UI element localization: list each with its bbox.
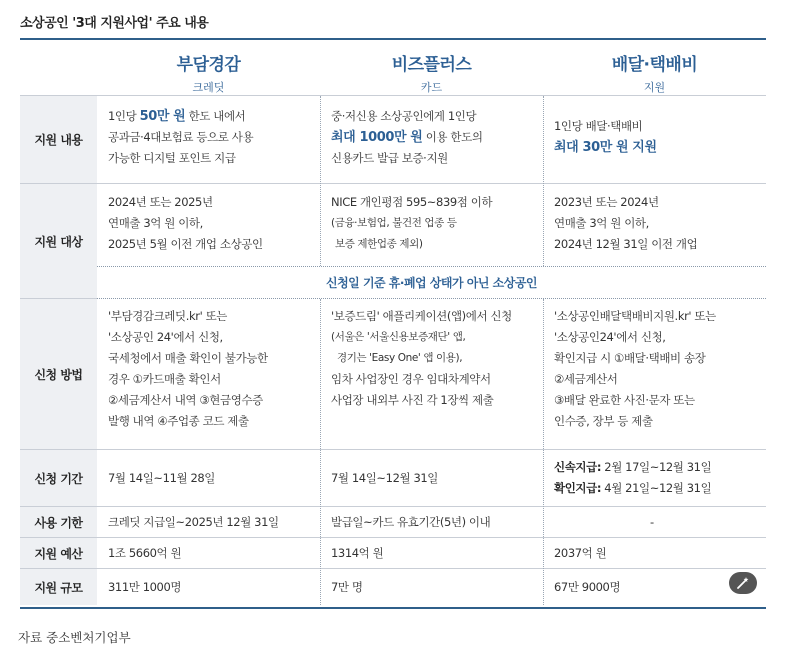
target-cell-credit: [108, 192, 263, 255]
cell-line: 중·저신용 소상공인에게 1인당: [331, 109, 477, 123]
support-table: [20, 38, 766, 609]
cell-line: 발행 내역 ④주업종 코드 제출: [108, 414, 249, 428]
program-sub: 카드: [420, 81, 443, 94]
row-divider: [97, 298, 766, 299]
highlight-amount: 50만 원: [139, 109, 186, 124]
period-cell-card: 7월 14일~12월 31일: [331, 471, 438, 485]
cell-line: 경기는 'Easy One' 앱 이용),: [337, 352, 463, 364]
text: 신속지급:: [554, 460, 602, 474]
row-label-method: 신청 방법: [20, 299, 97, 449]
cell-line: 인수증, 장부 등 제출: [554, 414, 653, 428]
cell-line: 사업장 내외부 사진 각 1장씩 제출: [331, 393, 494, 407]
cell-line: NICE 개인평점 595~839점 이하: [331, 195, 493, 209]
row-divider: [20, 298, 97, 299]
method-cell-delivery: [554, 306, 716, 432]
row-divider: [20, 449, 766, 450]
column-divider: [543, 96, 544, 266]
cell-line: 1인당 배달·택배비: [554, 119, 643, 133]
row-label-budget: 지원 예산: [20, 538, 97, 568]
cell-line: 국세청에서 매출 확인이 불가능한: [108, 351, 268, 365]
magic-wand-icon-svg: [736, 576, 750, 590]
row-label-scale: 지원 규모: [20, 569, 97, 605]
highlight-amount: 최대 1000만 원: [331, 130, 423, 145]
text: 확인지급:: [554, 481, 602, 495]
source-caption: 자료 중소벤처기업부: [18, 630, 131, 645]
text: 이용 한도의: [422, 130, 483, 144]
cell-line: ②세금계산서: [554, 372, 618, 386]
cell-line: (금융·보험업, 불건전 업종 등: [331, 217, 457, 229]
period-cell-delivery: [554, 457, 711, 499]
budget-cell-delivery: 2037억 원: [554, 546, 607, 560]
row-divider: [20, 537, 766, 538]
cell-line: (서울은 '서울신용보증재단' 앱,: [331, 331, 466, 343]
deadline-cell-credit: 크레딧 지급일~2025년 12월 31일: [108, 515, 279, 529]
row-label-period: 신청 기간: [20, 450, 97, 506]
cell-line: [554, 478, 711, 499]
cell-line: 공과금·4대보험료 등으로 사용: [108, 130, 254, 144]
row-label-deadline: 사용 기한: [20, 507, 97, 537]
column-divider: [320, 96, 321, 266]
cell-line: 확인지급 시 ①배달·택배비 송장: [554, 351, 706, 365]
column-divider: [320, 299, 321, 605]
content-cell-card: [331, 106, 483, 169]
program-name: 배달·택배비: [611, 55, 698, 75]
period-cell-credit: 7월 14일~11월 28일: [108, 471, 215, 485]
eligibility-banner: 신청일 기준 휴·폐업 상태가 아닌 소상공인: [325, 275, 537, 290]
text: 1인당: [108, 109, 140, 123]
program-name: 부담경감: [176, 55, 241, 75]
page-title: 소상공인 '3대 지원사업' 주요 내용: [20, 16, 209, 31]
header-bizplus-card: [320, 40, 543, 95]
row-divider: [20, 183, 766, 184]
cell-line: 경우 ①카드매출 확인서: [108, 372, 221, 386]
cell-line: '부담경감크레딧.kr' 또는: [108, 309, 228, 323]
program-sub: 크레딧: [192, 81, 225, 94]
row-label-target: 지원 대상: [20, 184, 97, 298]
cell-line: ③배달 완료한 사진·문자 또는: [554, 393, 695, 407]
cell-line: '소상공인 24'에서 신청,: [108, 330, 223, 344]
cell-line: 2024년 또는 2025년: [108, 195, 213, 209]
row-divider: [20, 506, 766, 507]
cell-line: 신용카드 발급 보증·지원: [331, 151, 448, 165]
cell-line: '소상공인배달택배비지원.kr' 또는: [554, 309, 716, 323]
cell-line: 2025년 5월 이전 개업 소상공인: [108, 237, 263, 251]
deadline-cell-delivery: -: [650, 515, 654, 529]
content-cell-credit: [108, 106, 253, 169]
row-divider: [20, 95, 766, 96]
program-name: 비즈플러스: [391, 55, 472, 75]
method-cell-credit: [108, 306, 268, 432]
cell-line: [108, 106, 253, 127]
cell-line: 2024년 12월 31일 이전 개업: [554, 237, 698, 251]
cell-line: [331, 127, 483, 148]
target-cell-delivery: [554, 192, 697, 255]
budget-cell-card: 1314억 원: [331, 546, 384, 560]
cell-line: ②세금계산서 내역 ③현금영수증: [108, 393, 263, 407]
header-delivery-support: [543, 40, 766, 95]
deadline-cell-card: 발급일~카드 유효기간(5년) 이내: [331, 515, 491, 529]
content-cell-delivery: [554, 116, 657, 158]
scale-cell-credit: 311만 1000명: [108, 580, 182, 594]
program-sub: 지원: [643, 81, 666, 94]
cell-line: 연매출 3억 원 이하,: [108, 216, 203, 230]
cell-line: [554, 457, 711, 478]
row-label-content: 지원 내용: [20, 96, 97, 183]
column-divider: [543, 299, 544, 605]
magic-wand-icon[interactable]: [729, 572, 757, 594]
text: 4월 21일~12월 31일: [601, 481, 712, 495]
scale-cell-card: 7만 명: [331, 580, 363, 594]
target-cell-card: [331, 192, 492, 255]
cell-line: 임차 사업장인 경우 임대차계약서: [331, 372, 491, 386]
row-divider: [20, 568, 766, 569]
highlight-amount: 최대 30만 원 지원: [554, 140, 657, 155]
cell-line: '소상공인24'에서 신청,: [554, 330, 666, 344]
method-cell-card: [331, 306, 512, 411]
text: 2월 17일~12월 31일: [601, 460, 712, 474]
cell-line: '보증드림' 애플리케이션(앱)에서 신청: [331, 309, 512, 323]
budget-cell-credit: 1조 5660억 원: [108, 546, 182, 560]
cell-line: 보증 제한업종 제외): [335, 238, 423, 250]
scale-cell-delivery: 67만 9000명: [554, 580, 621, 594]
cell-line: 가능한 디지털 포인트 지급: [108, 151, 236, 165]
cell-line: 연매출 3억 원 이하,: [554, 216, 649, 230]
text: 한도 내에서: [185, 109, 246, 123]
cell-line: 2023년 또는 2024년: [554, 195, 659, 209]
header-burden-credit: [97, 40, 320, 95]
